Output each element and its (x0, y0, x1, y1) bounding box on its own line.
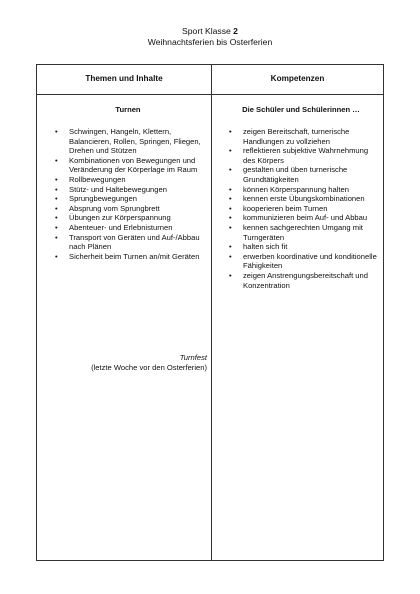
competencies-list (223, 127, 379, 290)
list-item (223, 146, 379, 165)
list-item-text: können Körperspannung halten (243, 184, 349, 194)
list-item (223, 271, 379, 290)
list-item-text: zeigen Bereitschaft, turnerische Handlungen zu vollziehen (243, 127, 350, 146)
list-item (49, 233, 207, 252)
column-divider (211, 65, 212, 560)
column-header-competencies: Kompetenzen (270, 74, 325, 83)
header-grade: 2 (233, 26, 238, 36)
bullet-icon: • (55, 232, 58, 242)
list-item-text: zeigen Anstrengungsbereitschaft und Konzentration (243, 270, 368, 290)
list-item (49, 156, 207, 175)
list-item (49, 175, 207, 185)
themes-cell (49, 105, 207, 261)
bullet-icon: • (229, 213, 232, 223)
bullet-icon: • (55, 127, 58, 136)
column-header-themes: Themen und Inhalte (85, 74, 163, 83)
bullet-icon: • (229, 194, 232, 204)
themes-subhead: Turnen (115, 105, 141, 114)
list-item (223, 252, 379, 271)
list-item (49, 185, 207, 195)
list-item-text: reflektieren subjektive Wahrnehmung des Körpers (243, 146, 369, 165)
list-item-text: kommunizieren beim Auf- und Abbau (243, 213, 368, 223)
header-title (0, 26, 420, 37)
curriculum-table (36, 64, 384, 561)
header-title-prefix: Sport Klasse (182, 26, 234, 36)
bullet-icon: • (55, 203, 58, 213)
list-item (223, 242, 379, 252)
bullet-icon: • (229, 242, 232, 252)
bullet-icon: • (55, 155, 58, 165)
bullet-icon: • (229, 222, 232, 232)
list-item (49, 213, 207, 223)
bullet-icon: • (55, 174, 58, 184)
list-item (49, 194, 207, 204)
list-item-text: Rollbewegungen (69, 174, 126, 184)
list-item-text: Schwingen, Hangeln, Klettern, Balancieren, Rollen, Springen, Fliegen, Drehen und Stützen (69, 127, 201, 156)
bullet-icon: • (55, 184, 58, 194)
bullet-icon: • (55, 213, 58, 223)
turnfest-note (49, 353, 207, 373)
page-header (0, 26, 420, 48)
list-item-text: Stütz- und Haltebewegungen (69, 184, 167, 194)
turnfest-title: Turnfest (179, 353, 207, 362)
table-header-row (37, 65, 383, 95)
list-item-text: kooperieren beim Turnen (243, 203, 328, 213)
list-item (223, 213, 379, 223)
list-item (223, 185, 379, 195)
bullet-icon: • (55, 222, 58, 232)
list-item-text: Übungen zur Körperspannung (69, 213, 171, 223)
bullet-icon: • (229, 251, 232, 261)
list-item-text: kennen erste Übungskombinationen (243, 194, 365, 204)
bullet-icon: • (55, 251, 58, 261)
list-item-text: Abenteuer- und Erlebnisturnen (69, 222, 173, 232)
list-item (223, 165, 379, 184)
list-item (223, 194, 379, 204)
list-item-text: kennen sachgerechten Umgang mit Turngeräten (243, 222, 363, 242)
list-item (49, 252, 207, 262)
themes-list (49, 127, 207, 261)
header-period: Weihnachtsferien bis Osterferien (147, 37, 273, 47)
list-item (49, 127, 207, 156)
list-item (223, 223, 379, 242)
list-item (49, 223, 207, 233)
list-item-text: halten sich fit (243, 242, 288, 252)
bullet-icon: • (229, 270, 232, 280)
bullet-icon: • (229, 146, 232, 156)
list-item-text: Kombinationen von Bewegungen und Veränderung der Körperlage im Raum (69, 155, 198, 175)
bullet-icon: • (229, 165, 232, 175)
list-item (223, 204, 379, 214)
list-item-text: Absprung vom Sprungbrett (69, 203, 160, 213)
list-item-text: gestalten und üben turnerische Grundtätigkeiten (243, 165, 348, 184)
list-item (223, 127, 379, 146)
turnfest-date-note: (letzte Woche vor den Osterferien) (91, 363, 207, 372)
bullet-icon: • (229, 184, 232, 194)
bullet-icon: • (229, 203, 232, 213)
list-item-text: Sicherheit beim Turnen an/mit Geräten (69, 251, 200, 261)
list-item (49, 204, 207, 214)
list-item-text: Transport von Geräten und Auf-/Abbau nach Plänen (69, 232, 200, 252)
competencies-cell (223, 105, 379, 290)
bullet-icon: • (229, 127, 232, 136)
list-item-text: Sprungbewegungen (69, 194, 137, 204)
list-item-text: erwerben koordinative und konditionelle Fähigkeiten (243, 251, 377, 271)
competencies-subhead: Die Schüler und Schülerinnen … (242, 105, 360, 114)
bullet-icon: • (55, 194, 58, 204)
